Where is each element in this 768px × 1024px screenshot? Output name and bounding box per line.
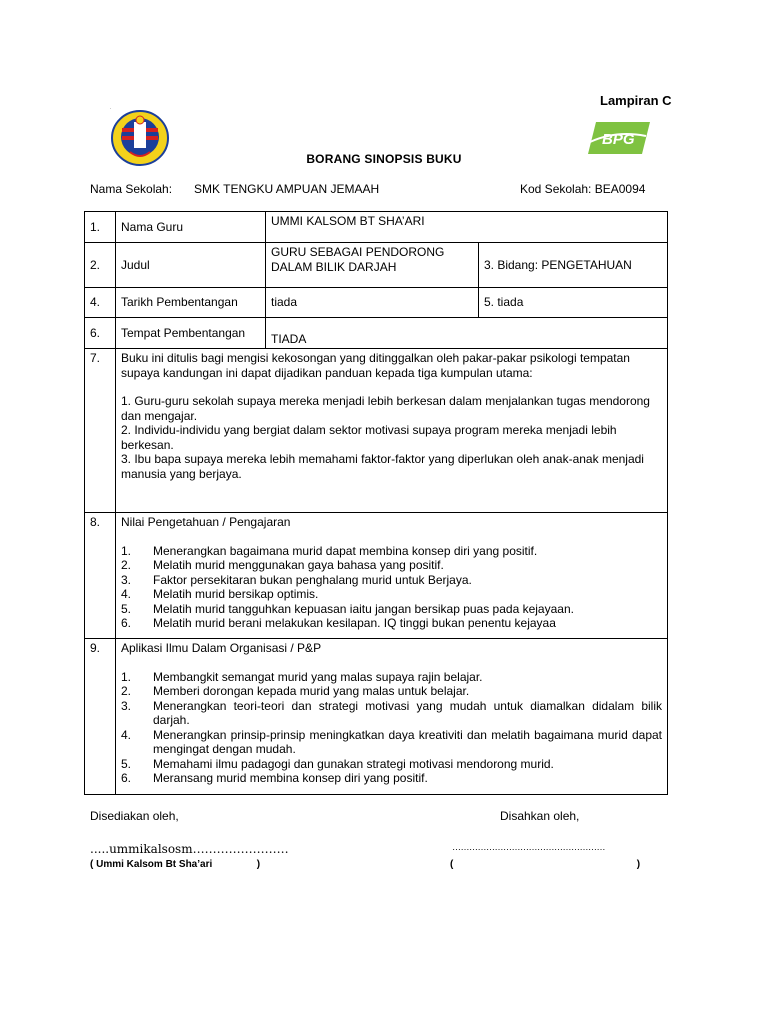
list-item: 1. Membangkit semangat murid yang malas supaya rajin belajar. (121, 669, 483, 684)
kpm-logo-text (110, 108, 111, 109)
list-item: 3. Faktor persekitaran bukan penghalang murid untuk Berjaya. (121, 572, 472, 587)
presentation-date-value: tiada (266, 288, 479, 318)
row-title (85, 243, 668, 288)
row-label: Nama Guru (116, 212, 266, 243)
list-item: 1. Menerangkan bagaimana murid dapat membina konsep diri yang positif. (121, 543, 538, 558)
knowledge-content (116, 513, 668, 639)
list-item: 6. Meransang murid membina konsep diri yang positif. (121, 771, 428, 785)
row-label: Tarikh Pembentangan (116, 288, 266, 318)
list-item: 4. Melatih murid bersikap optimis. (121, 587, 319, 601)
row-label: Tempat Pembentangan (116, 318, 266, 349)
row-number: 7. (85, 349, 116, 513)
knowledge-list (121, 544, 662, 631)
lampiran-label: Lampiran C (600, 93, 672, 108)
row-presentation-date (85, 288, 668, 318)
school-name-value: SMK TENGKU AMPUAN JEMAAH (194, 182, 380, 196)
list-item: 5. Memahami ilmu padagogi dan gunakan strategi motivasi mendorong murid. (121, 756, 554, 771)
approved-by-label: Disahkan oleh, (500, 809, 580, 823)
book-title-line: GURU SEBAGAI PENDORONG (271, 245, 445, 259)
synopsis-content (116, 349, 668, 513)
list-item: 2. Memberi dorongan kepada murid yang malas untuk belajar. (121, 684, 470, 698)
row-knowledge-value (85, 513, 668, 639)
synopsis-intro: Buku ini ditulis bagi mengisi kekosongan yang ditinggalkan oleh pakar-pakar psikologi tempatan supaya kandungan ini dapat dijadikan panduan kepada tiga kumpulan utama: (121, 351, 630, 380)
school-name-label: Nama Sekolah: (90, 182, 173, 196)
approved-signature-line: ……………………………………………… (452, 842, 605, 852)
presentation-place-value: TIADA (266, 318, 668, 349)
list-item: 4. Menerangkan prinsip-prinsip meningkatkan daya kreativiti dan melatih bagaimana murid dapat mengingat dengan mudah. (121, 727, 662, 756)
row-presentation-place (85, 318, 668, 349)
teacher-name-value: UMMI KALSOM BT SHA’ARI (266, 212, 668, 243)
row-application (85, 639, 668, 795)
row-number: 1. (85, 212, 116, 243)
bpg-logo-text: BPG (602, 131, 635, 148)
list-item: 6. Melatih murid berani melakukan kesilapan. IQ tinggi bukan penentu kejayaa (121, 616, 556, 630)
list-item: 2. Melatih murid menggunakan gaya bahasa yang positif. (121, 558, 444, 572)
section-heading: Nilai Pengetahuan / Pengajaran (121, 515, 291, 529)
application-content (116, 639, 668, 795)
form-title: BORANG SINOPSIS BUKU (306, 152, 462, 166)
application-list (121, 670, 662, 786)
synopsis-point: 1. Guru-guru sekolah supaya mereka menjadi lebih berkesan dalam menjalankan tugas mendorong dan mengajar. (121, 394, 650, 423)
field-value: 5. tiada (479, 288, 668, 318)
row-number: 4. (85, 288, 116, 318)
row-synopsis (85, 349, 668, 513)
row-number: 2. (85, 243, 116, 288)
list-item: 5. Melatih murid tangguhkan kepuasan iaitu jangan bersikap puas pada kejayaan. (121, 601, 574, 616)
row-label: Judul (116, 243, 266, 288)
prepared-by-label: Disediakan oleh, (90, 809, 179, 823)
approved-name: ( ) (450, 859, 641, 870)
field-value: 3. Bidang: PENGETAHUAN (479, 243, 668, 288)
row-number: 8. (85, 513, 116, 639)
row-number: 6. (85, 318, 116, 349)
synopsis-form-table (84, 211, 668, 795)
synopsis-point: 2. Individu-individu yang bergiat dalam sektor motivasi supaya program mereka menjadi lebih berkesan. (121, 423, 617, 452)
prepared-name: ( Ummi Kalsom Bt Sha’ari ) (90, 859, 261, 870)
prepared-signature-line: .....ummikalsosm…………………… (90, 842, 289, 856)
list-item: 3. Menerangkan teori-teori dan strategi motivasi yang mudah untuk diamalkan didalam bilik darjah. (121, 698, 662, 727)
row-teacher-name (85, 212, 668, 243)
synopsis-point: 3. Ibu bapa supaya mereka lebih memahami faktor-faktor yang diperlukan oleh anak-anak menjadi manusia yang berjaya. (121, 452, 644, 481)
book-title-line: DALAM BILIK DARJAH (271, 259, 397, 274)
section-heading: Aplikasi Ilmu Dalam Organisasi / P&P (121, 641, 322, 655)
row-number: 9. (85, 639, 116, 795)
school-code: Kod Sekolah: BEA0094 (520, 182, 646, 196)
book-title-value (266, 243, 479, 288)
